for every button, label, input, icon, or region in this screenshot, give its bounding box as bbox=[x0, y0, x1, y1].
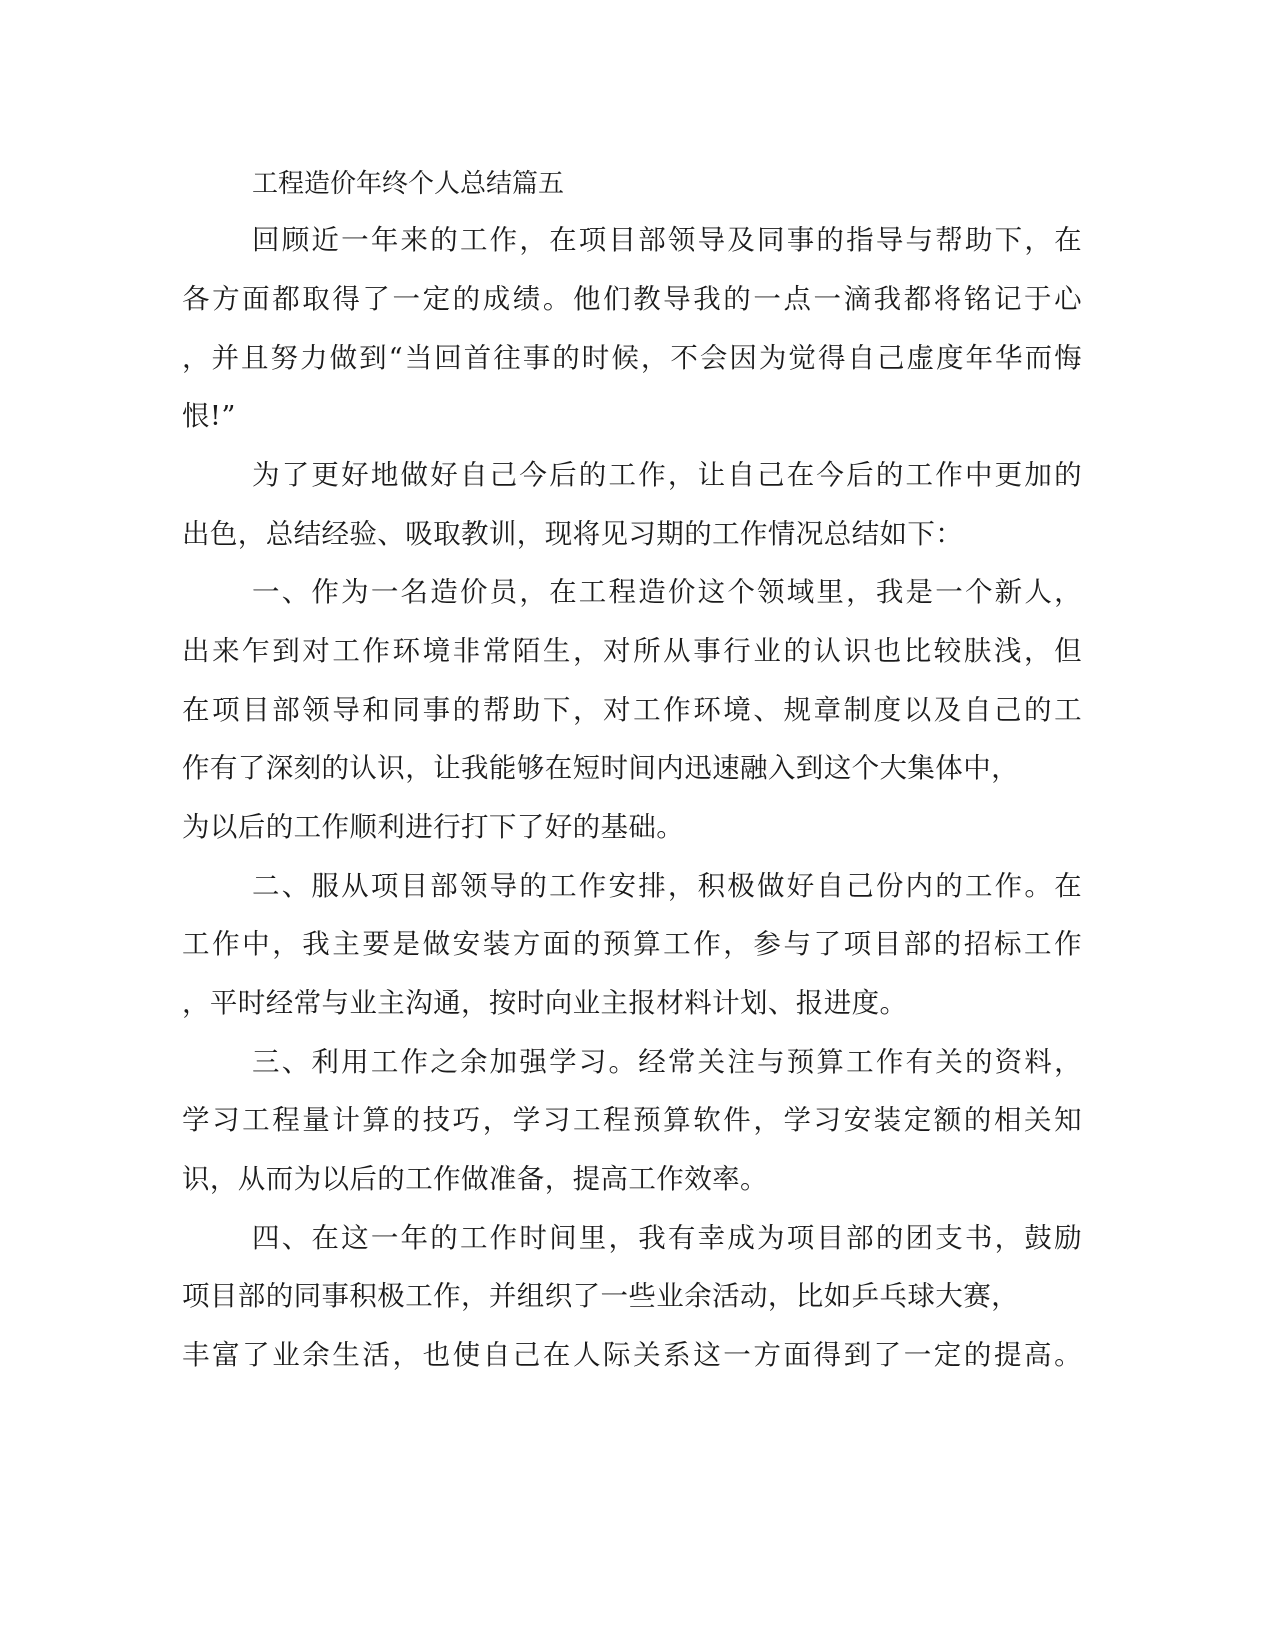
paragraph-line: 项目部的同事积极工作，并组织了一些业余活动，比如乒乓球大赛， bbox=[182, 1280, 1019, 1312]
paragraph-line: 出色，总结经验、吸取教训，现将见习期的工作情况总结如下： bbox=[182, 518, 964, 550]
paragraph-line: 三、利用工作之余加强学习。经常关注与预算工作有关的资料， bbox=[252, 1046, 1082, 1078]
paragraph-line: 为以后的工作顺利进行打下了好的基础。 bbox=[182, 811, 685, 843]
paragraph-line: 学习工程量计算的技巧，学习工程预算软件，学习安装定额的相关知 bbox=[182, 1104, 1082, 1136]
paragraph-line: 各方面都取得了一定的成绩。他们教导我的一点一滴我都将铭记于心 bbox=[182, 283, 1082, 315]
paragraph-line: 作有了深刻的认识，让我能够在短时间内迅速融入到这个大集体中， bbox=[182, 752, 1019, 784]
paragraph-line: 在项目部领导和同事的帮助下，对工作环境、规章制度以及自己的工 bbox=[182, 694, 1082, 726]
paragraph-line: ，并且努力做到“当回首往事的时候，不会因为觉得自己虚度年华而悔 bbox=[182, 342, 1082, 374]
paragraph-line: 二、服从项目部领导的工作安排，积极做好自己份内的工作。在 bbox=[252, 870, 1082, 902]
paragraph-line: 为了更好地做好自己今后的工作，让自己在今后的工作中更加的 bbox=[252, 459, 1082, 491]
paragraph-line: 一、作为一名造价员，在工程造价这个领域里，我是一个新人， bbox=[252, 576, 1082, 608]
paragraph-line: 出来乍到对工作环境非常陌生，对所从事行业的认识也比较肤浅，但 bbox=[182, 635, 1082, 667]
paragraph-line: 四、在这一年的工作时间里，我有幸成为项目部的团支书，鼓励 bbox=[252, 1222, 1082, 1254]
document-title: 工程造价年终个人总结篇五 bbox=[252, 169, 565, 199]
paragraph-line: 识，从而为以后的工作做准备，提高工作效率。 bbox=[182, 1163, 768, 1195]
paragraph-line: 丰富了业余生活，也使自己在人际关系这一方面得到了一定的提高。 bbox=[182, 1339, 1082, 1371]
paragraph-line: 工作中，我主要是做安装方面的预算工作，参与了项目部的招标工作 bbox=[182, 928, 1082, 960]
paragraph-line: 恨!” bbox=[182, 400, 236, 432]
paragraph-line: ，平时经常与业主沟通，按时向业主报材料计划、报进度。 bbox=[182, 987, 908, 1019]
paragraph-line: 回顾近一年来的工作，在项目部领导及同事的指导与帮助下，在 bbox=[252, 224, 1082, 256]
